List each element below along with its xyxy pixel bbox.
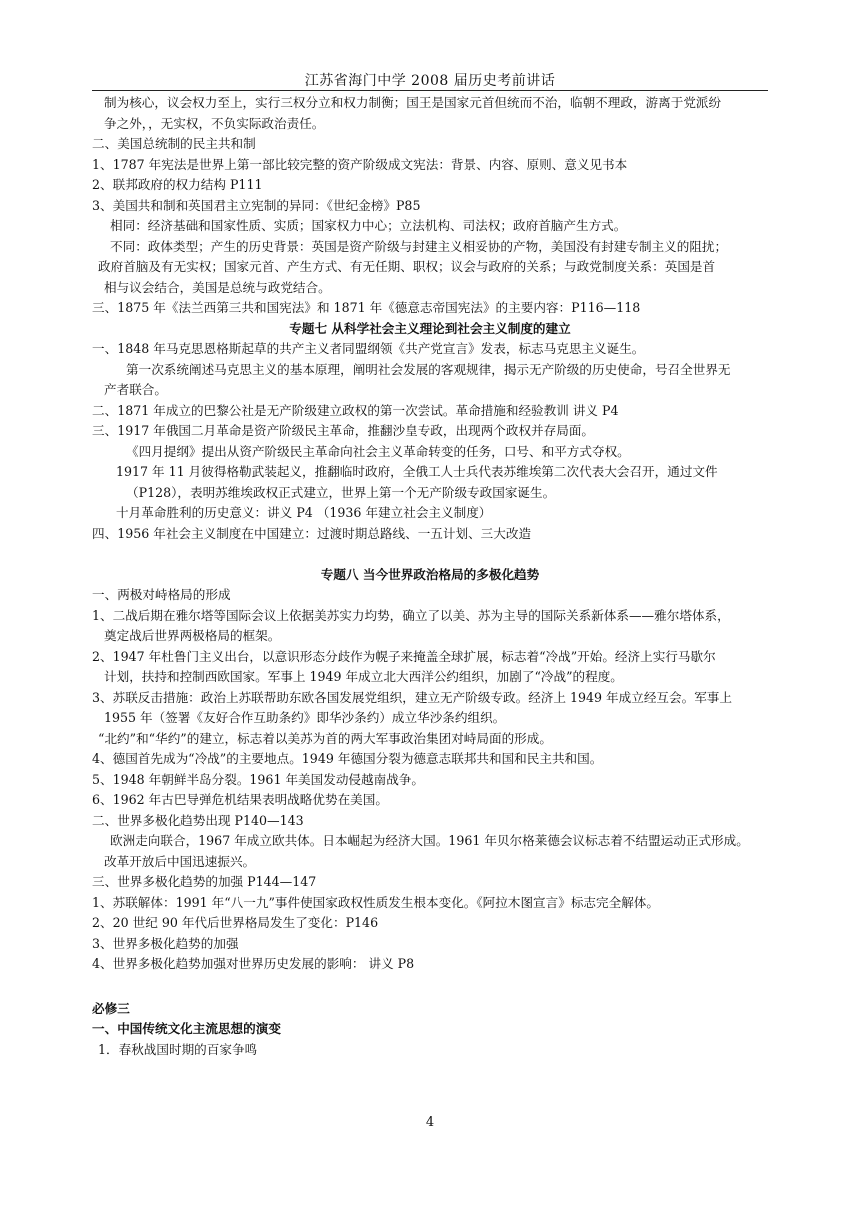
text-line: 3、苏联反击措施：政治上苏联帮助东欧各国发展党组织，建立无产阶级专政。经济上 1949 年成立经互会。军事上	[92, 689, 732, 705]
text-line: 十月革命胜利的历史意义：讲义 P4 （1936 年建立社会主义制度）	[116, 505, 492, 520]
text-line: 相同：经济基础和国家性质、实质；国家权力中心；立法机构、司法权；政府首脑产生方式。	[110, 218, 627, 233]
text-line: 二、1871 年成立的巴黎公社是无产阶级建立政权的第一次尝试。革命措施和经验教训 讲义 P4	[92, 402, 619, 418]
section-heading: 二、美国总统制的民主共和制	[92, 136, 256, 151]
text-line: 奠定战后世界两极格局的框架。	[104, 628, 281, 643]
text-line: 计划，扶持和控制西欧国家。军事上 1949 年成立北大西洋公约组织，加剧了“冷战”的程度。	[104, 669, 623, 684]
text-line: 《四月提纲》提出从资产阶级民主革命向社会主义革命转变的任务，口号、和平方式夺权。	[126, 443, 630, 459]
text-line: 6、1962 年古巴导弹危机结果表明战略优势在美国。	[92, 792, 388, 807]
text-line: 1．春秋战国时期的百家争鸣	[98, 1041, 258, 1057]
text-line: 相与议会结合，美国是总统与政党结合。	[104, 279, 331, 295]
text-line: 欧洲走向联合，1967 年成立欧共体。日本崛起为经济大国。1961 年贝尔格莱德会议标志着不结盟运动正式形成。	[110, 833, 749, 848]
text-line: 第一次系统阐述马克思主义的基本原理，阐明社会发展的客观规律，揭示无产阶级的历史使命，号召全世界无	[126, 361, 731, 377]
section-heading-bold: 一、中国传统文化主流思想的演变	[92, 1021, 281, 1036]
text-line: 制为核心，议会权力至上，实行三权分立和权力制衡；国王是国家元首但统而不治，临朝不理政，游离于党派纷	[104, 95, 722, 110]
text-line: 不同：政体类型；产生的历史背景：英国是资产阶级与封建主义相妥协的产物，美国没有封建专制主义的阻扰；	[110, 238, 728, 254]
text-line: 政府首脑及有无实权；国家元首、产生方式、有无任期、职权；议会与政府的关系；与政党制度关系：英国是首	[98, 259, 716, 274]
text-line: 4、德国首先成为“冷战”的主要地点。1949 年德国分裂为德意志联邦共和国和民主共和国。	[92, 751, 603, 766]
topic-heading-7: 专题七 从科学社会主义理论到社会主义制度的建立	[289, 320, 571, 336]
page-body	[92, 93, 768, 1060]
spacer	[92, 544, 768, 565]
text-line: 改革开放后中国迅速振兴。	[104, 853, 256, 869]
text-line: 1、二战后期在雅尔塔等国际会议上依据美苏实力均势，确立了以美、苏为主导的国际关系新体系——雅尔塔体系，	[92, 607, 730, 623]
page-number: 4	[425, 1115, 435, 1130]
text-line: 3、世界多极化趋势的加强	[92, 935, 239, 951]
text-line: 2、联邦政府的权力结构 P111	[92, 177, 263, 192]
text-line: 争之外，，无实权，不负实际政治责任。	[104, 115, 325, 131]
text-line: 3、美国共和制和英国君主立宪制的异同：《世纪金榜》P85	[92, 197, 421, 213]
section-heading: 一、两极对峙格局的形成	[92, 587, 231, 602]
text-line: 4、世界多极化趋势加强对世界历史发展的影响： 讲义 P8	[92, 956, 415, 971]
text-line: 2、20 世纪 90 年代后世界格局发生了变化：P146	[92, 915, 379, 930]
page-header: 江苏省海门中学 2008 届历史考前讲话	[304, 73, 556, 89]
text-line: 四、1956 年社会主义制度在中国建立：过渡时期总路线、一五计划、三大改造	[92, 525, 532, 541]
required-course-heading: 必修三	[92, 1000, 130, 1016]
text-line: 三、1917 年俄国二月革命是资产阶级民主革命，推翻沙皇专政，出现两个政权并存局面。	[92, 423, 595, 438]
text-line: 产者联合。	[104, 382, 167, 397]
topic-heading-8: 专题八 当今世界政治格局的多极化趋势	[320, 566, 540, 582]
text-line: 1、1787 年宪法是世界上第一部比较完整的资产阶级成文宪法：背景、内容、原则、意义见书本	[92, 156, 628, 172]
section-heading: 三、世界多极化趋势的加强 P144—147	[92, 874, 317, 889]
text-line: 一、1848 年马克思恩格斯起草的共产主义者同盟纲领《共产党宣言》发表，标志马克思主义诞生。	[92, 341, 645, 356]
text-line: 1955 年（签署《友好合作互助条约》即华沙条约）成立华沙条约组织。	[104, 710, 506, 725]
text-line: “北约”和“华约”的建立，标志着以美苏为首的两大军事政治集团对峙局面的形成。	[98, 730, 552, 746]
header-rule	[92, 90, 768, 91]
spacer	[92, 975, 768, 999]
text-line: 1、苏联解体：1991 年“八一九”事件使国家政权性质发生根本变化。《阿拉木图宣言》标志完全解体。	[92, 894, 659, 910]
text-line: （P128），表明苏维埃政权正式建立，世界上第一个无产阶级专政国家诞生。	[126, 484, 556, 500]
text-line: 5、1948 年朝鲜半岛分裂。1961 年美国发动侵越南战争。	[92, 771, 424, 787]
text-line: 三、1875 年《法兰西第三共和国宪法》和 1871 年《德意志帝国宪法》的主要内容：P116—118	[92, 300, 641, 315]
section-heading: 二、世界多极化趋势出现 P140—143	[92, 812, 304, 828]
text-line: 2、1947 年杜鲁门主义出台，以意识形态分歧作为幌子来掩盖全球扩展，标志着“冷战”开始。经济上实行马歇尔	[92, 648, 716, 664]
text-line: 1917 年 11 月彼得格勒武装起义，推翻临时政府，全俄工人士兵代表苏维埃第二次代表大会召开，通过文件	[116, 464, 718, 479]
